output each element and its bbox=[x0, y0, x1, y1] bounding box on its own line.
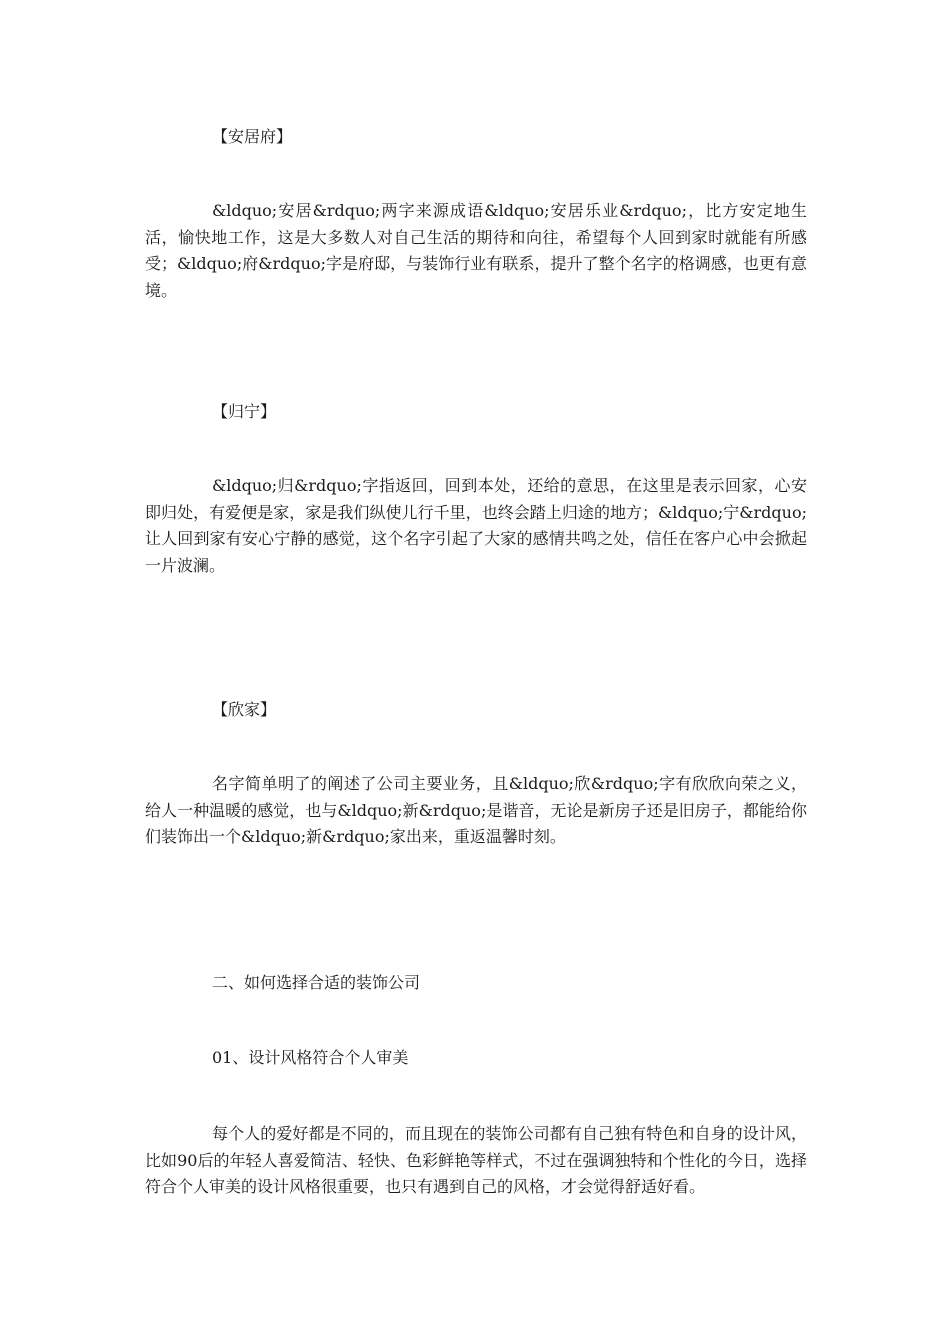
section-paragraph-anjufu: &ldquo;安居&rdquo;两字来源成语&ldquo;安居乐业&rdquo;，比方安定地生活，愉快地工作，这是大多数人对自己生活的期待和向往，希望每个人回到家时就能有所感受；&ldquo;府&rdquo;字是府邸，与装饰行业有联系，提升了整个名字的格调感，也更有意境。 bbox=[145, 201, 807, 300]
section-heading-guining: 【归宁】 bbox=[212, 402, 277, 421]
section-heading-anjufu: 【安居府】 bbox=[212, 127, 293, 146]
part-two-paragraph: 每个人的爱好都是不同的，而且现在的装饰公司都有自己独有特色和自身的设计风，比如90后的年轻人喜爱简洁、轻快、色彩鲜艳等样式，不过在强调独特和个性化的今日，选择符合个人审美的设计风格很重要，也只有遇到自己的风格，才会觉得舒适好看。 bbox=[145, 1124, 807, 1196]
section-heading-xinjia: 【欣家】 bbox=[212, 700, 277, 719]
section-paragraph-guining: &ldquo;归&rdquo;字指返回，回到本处，还给的意思，在这里是表示回家，心安即归处，有爱便是家，家是我们纵使儿行千里，也终会踏上归途的地方；&ldquo;宁&rdquo;让人回到家有安心宁静的感觉，这个名字引起了大家的感情共鸣之处，信任在客户心中会掀起一片波澜。 bbox=[145, 476, 807, 575]
part-two-subtitle: 01、设计风格符合个人审美 bbox=[212, 1048, 409, 1067]
section-paragraph-xinjia: 名字简单明了的阐述了公司主要业务，且&ldquo;欣&rdquo;字有欣欣向荣之义，给人一种温暖的感觉，也与&ldquo;新&rdquo;是谐音，无论是新房子还是旧房子，都能给你们装饰出一个&ldquo;新&rdquo;家出来，重返温馨时刻。 bbox=[145, 774, 807, 846]
part-two-title: 二、如何选择合适的装饰公司 bbox=[212, 973, 421, 992]
